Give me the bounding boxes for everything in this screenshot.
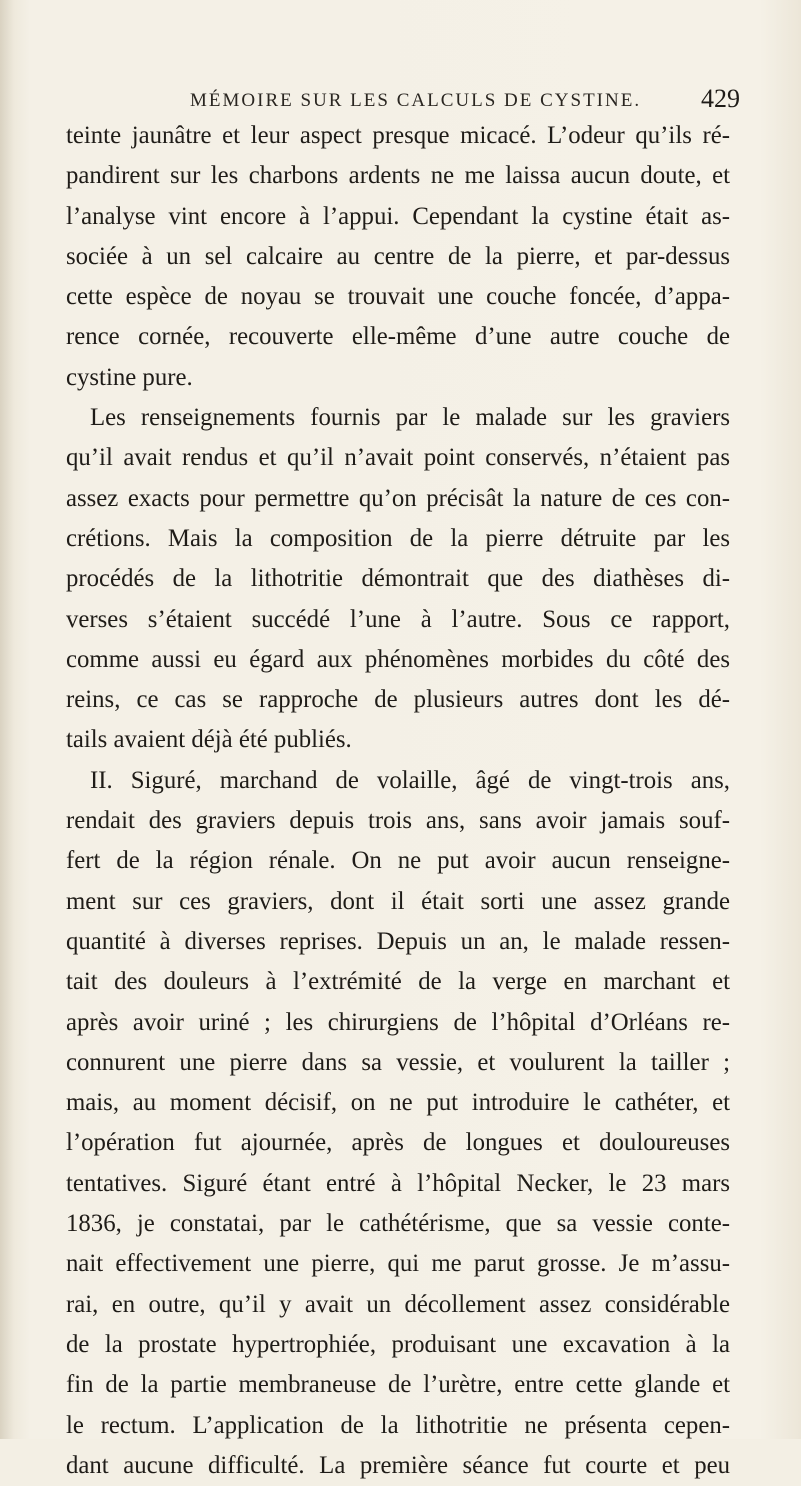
text-line: tentatives. Siguré étant entré à l’hôpital Necker, le 23 mars <box>66 1169 730 1197</box>
text-line: l’opération fut ajournée, après de longues et douloureuses <box>66 1129 730 1157</box>
text-line: Les renseignements fournis par le malade sur les graviers <box>90 404 730 432</box>
text-line: assez exacts pour permettre qu’on précisât la nature de ces con- <box>66 484 730 512</box>
text-line: qu’il avait rendus et qu’il n’avait point conservés, n’étaient pas <box>66 444 730 472</box>
text-line: comme aussi eu égard aux phénomènes morbides du côté des <box>66 645 730 673</box>
text-line: l’analyse vint encore à l’appui. Cependant la cystine était as- <box>66 202 730 230</box>
text-line: rai, en outre, qu’il y avait un décollement assez considérable <box>66 1290 730 1318</box>
text-line: nait effectivement une pierre, qui me parut grosse. Je m’assu- <box>66 1250 730 1278</box>
text-line: II. Siguré, marchand de volaille, âgé de vingt-trois ans, <box>90 766 730 794</box>
page-header <box>190 84 740 120</box>
text-line: connurent une pierre dans sa vessie, et voulurent la tailler ; <box>66 1048 730 1076</box>
text-line: fert de la région rénale. On ne put avoir aucun renseigne- <box>66 847 730 875</box>
text-line: pandirent sur les charbons ardents ne me laissa aucun doute, et <box>66 162 730 190</box>
text-line: tails avaient déjà été publiés. <box>66 726 352 754</box>
text-line: quantité à diverses reprises. Depuis un an, le malade ressen- <box>66 927 730 955</box>
text-line: sociée à un sel calcaire au centre de la pierre, et par-dessus <box>66 242 730 270</box>
text-line: procédés de la lithotritie démontrait que des diathèses di- <box>66 565 730 593</box>
text-line: fin de la partie membraneuse de l’urètre, entre cette glande et <box>66 1371 730 1399</box>
text-line: cette espèce de noyau se trouvait une couche foncée, d’appa- <box>66 283 730 311</box>
text-line: ment sur ces graviers, dont il était sorti une assez grande <box>66 887 730 915</box>
text-line: reins, ce cas se rapproche de plusieurs autres dont les dé- <box>66 686 730 714</box>
text-line: mais, au moment décisif, on ne put introduire le cathéter, et <box>66 1089 730 1117</box>
text-line: dant aucune difficulté. La première séance fut courte et peu <box>66 1451 730 1479</box>
body-text <box>66 116 730 1486</box>
text-line: rendait des graviers depuis trois ans, sans avoir jamais souf- <box>66 807 730 835</box>
text-line: crétions. Mais la composition de la pierre détruite par les <box>66 524 730 552</box>
running-title: MÉMOIRE SUR LES CALCULS DE CYSTINE. <box>190 90 642 111</box>
text-line: verses s’étaient succédé l’une à l’autre. Sous ce rapport, <box>66 605 730 633</box>
text-line: de la prostate hypertrophiée, produisant une excavation à la <box>66 1330 730 1358</box>
page-binding-edge <box>0 0 14 1439</box>
text-line: 1836, je constatai, par le cathétérisme, que sa vessie conte- <box>66 1210 730 1238</box>
text-line: tait des douleurs à l’extrémité de la verge en marchant et <box>66 968 730 996</box>
text-line: cystine pure. <box>66 363 193 391</box>
text-line: le rectum. L’application de la lithotritie ne présenta cepen- <box>66 1411 730 1439</box>
text-line: après avoir uriné ; les chirurgiens de l’hôpital d’Orléans re- <box>66 1008 730 1036</box>
text-line: teinte jaunâtre et leur aspect presque micacé. L’odeur qu’ils ré- <box>66 122 730 149</box>
page-number: 429 <box>701 84 740 113</box>
text-line: rence cornée, recouverte elle-même d’une autre couche de <box>66 323 730 351</box>
